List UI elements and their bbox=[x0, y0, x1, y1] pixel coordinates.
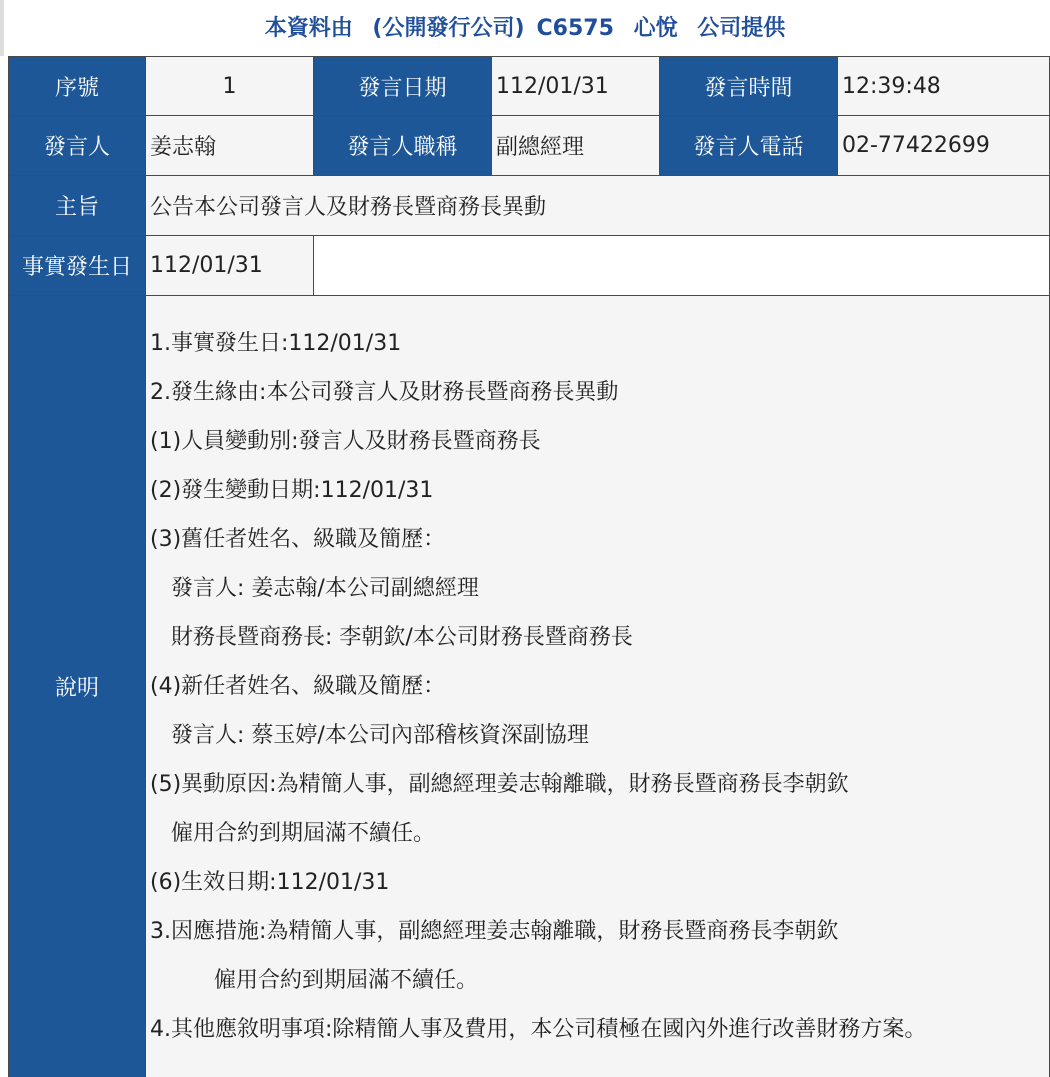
fact-date-value: 112/01/31 bbox=[145, 235, 314, 296]
description-label: 說明 bbox=[8, 295, 146, 1077]
speaker-label: 發言人 bbox=[8, 115, 146, 176]
description-body bbox=[145, 295, 1050, 1077]
subject-label: 主旨 bbox=[8, 175, 146, 236]
speaker-value: 姜志翰 bbox=[145, 115, 314, 176]
banner-prefix: 本資料由 bbox=[264, 16, 353, 41]
description-line: (6)生效日期:112/01/31 bbox=[150, 870, 390, 895]
fact-date-label: 事實發生日 bbox=[8, 235, 146, 296]
description-line: 財務長暨商務長: 李朝欽/本公司財務長暨商務長 bbox=[171, 625, 633, 650]
time-value: 12:39:48 bbox=[837, 56, 1050, 116]
banner-company-type: (公開發行公司) bbox=[372, 16, 525, 41]
speaker-phone-value: 02-77422699 bbox=[837, 115, 1050, 176]
seq-label: 序號 bbox=[8, 56, 146, 116]
description-line: 發言人: 蔡玉婷/本公司內部稽核資深副協理 bbox=[171, 723, 589, 748]
source-banner bbox=[0, 0, 1050, 56]
seq-value: 1 bbox=[145, 56, 314, 116]
banner-company-code: C6575 bbox=[536, 16, 614, 41]
description-line: (1)人員變動別:發言人及財務長暨商務長 bbox=[150, 429, 541, 454]
description-line: 僱用合約到期屆滿不續任。 bbox=[171, 821, 436, 846]
speaker-title-value: 副總經理 bbox=[491, 115, 660, 176]
description-line: (4)新任者姓名、級職及簡歷： bbox=[150, 674, 446, 699]
banner-suffix: 公司提供 bbox=[697, 16, 786, 41]
description-line: (5)異動原因:為精簡人事，副總經理姜志翰離職，財務長暨商務長李朝欽 bbox=[150, 772, 849, 797]
date-label: 發言日期 bbox=[313, 56, 492, 116]
date-value: 112/01/31 bbox=[491, 56, 660, 116]
speaker-title-label: 發言人職稱 bbox=[313, 115, 492, 176]
description-line: 1.事實發生日:112/01/31 bbox=[150, 331, 402, 356]
description-line: 2.發生緣由:本公司發言人及財務長暨商務長異動 bbox=[150, 380, 619, 405]
banner-company-name: 心悅 bbox=[633, 16, 678, 41]
description-line: 僱用合約到期屆滿不續任。 bbox=[214, 968, 479, 993]
description-line: 3.因應措施:為精簡人事，副總經理姜志翰離職，財務長暨商務長李朝欽 bbox=[150, 919, 839, 944]
speaker-phone-label: 發言人電話 bbox=[659, 115, 838, 176]
subject-value: 公告本公司發言人及財務長暨商務長異動 bbox=[145, 175, 1050, 236]
description-line: (2)發生變動日期:112/01/31 bbox=[150, 478, 434, 503]
description-line: 發言人: 姜志翰/本公司副總經理 bbox=[171, 576, 479, 601]
time-label: 發言時間 bbox=[659, 56, 838, 116]
description-line: 4.其他應敘明事項:除精簡人事及費用，本公司積極在國內外進行改善財務方案。 bbox=[150, 1017, 927, 1042]
fact-date-empty-cell bbox=[313, 235, 1050, 296]
description-line: (3)舊任者姓名、級職及簡歷： bbox=[150, 527, 446, 552]
